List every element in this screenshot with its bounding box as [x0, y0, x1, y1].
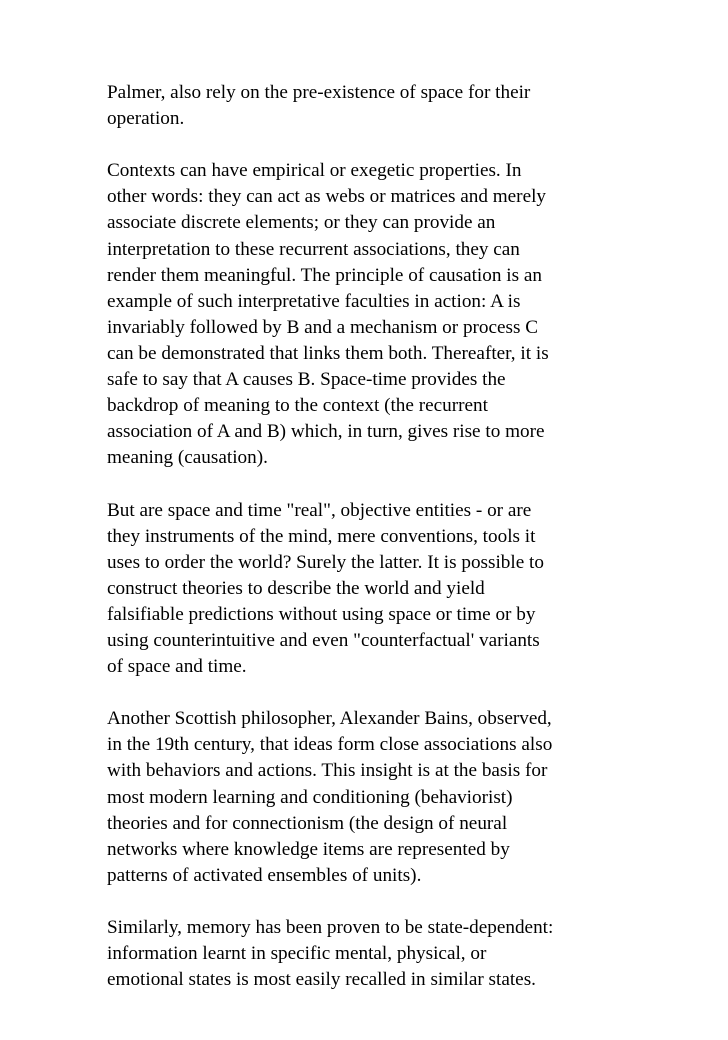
text-line: with behaviors and actions. This insight is at the basis for — [107, 760, 548, 782]
text-line: networks where knowledge items are represented by — [107, 838, 510, 860]
text-line: Palmer, also rely on the pre-existence of space for their — [107, 82, 531, 103]
text-line: can be demonstrated that links them both. Thereafter, it is — [107, 342, 549, 364]
text-line: But are space and time "real", objective entities - or are — [107, 499, 532, 521]
text-line: emotional states is most easily recalled in similar states. — [107, 969, 536, 991]
text-line: Similarly, memory has been proven to be state-dependent: — [107, 917, 554, 938]
paragraph — [107, 498, 627, 681]
text-line: most modern learning and conditioning (behaviorist) — [107, 786, 513, 808]
text-line: in the 19th century, that ideas form close associations also — [107, 734, 553, 756]
text-line: patterns of activated ensembles of units). — [107, 864, 422, 886]
paragraph — [107, 158, 627, 471]
text-line: they instruments of the mind, mere conventions, tools it — [107, 525, 536, 547]
text-line: of space and time. — [107, 656, 247, 678]
paragraph — [107, 706, 627, 889]
text-line: render them meaningful. The principle of causation is an — [107, 264, 542, 286]
text-line: Contexts can have empirical or exegetic properties. In — [107, 160, 522, 182]
text-line: theories and for connectionism (the design of neural — [107, 812, 508, 834]
text-line: information learnt in specific mental, physical, or — [107, 943, 487, 965]
text-line: safe to say that A causes B. Space-time provides the — [107, 369, 506, 391]
text-line: interpretation to these recurrent associations, they can — [107, 238, 520, 260]
text-line: example of such interpretative faculties in action: A is — [107, 290, 521, 312]
text-line: meaning (causation). — [107, 447, 268, 469]
text-line: associate discrete elements; or they can provide an — [107, 212, 496, 234]
text-line: using counterintuitive and even "counterfactual' variants — [107, 629, 540, 651]
text-line: operation. — [107, 108, 185, 130]
text-line: construct theories to describe the world and yield — [107, 577, 485, 599]
text-line: association of A and B) which, in turn, gives rise to more — [107, 421, 545, 443]
text-line: backdrop of meaning to the context (the recurrent — [107, 395, 488, 417]
paragraph — [107, 915, 627, 993]
paragraph — [107, 80, 627, 132]
body-text — [107, 80, 627, 1019]
text-line: falsifiable predictions without using space or time or by — [107, 603, 536, 625]
text-line: other words: they can act as webs or matrices and merely — [107, 186, 547, 208]
text-line: Another Scottish philosopher, Alexander Bains, observed, — [107, 708, 552, 730]
text-line: invariably followed by B and a mechanism or process C — [107, 316, 539, 338]
text-line: uses to order the world? Surely the latter. It is possible to — [107, 551, 544, 573]
